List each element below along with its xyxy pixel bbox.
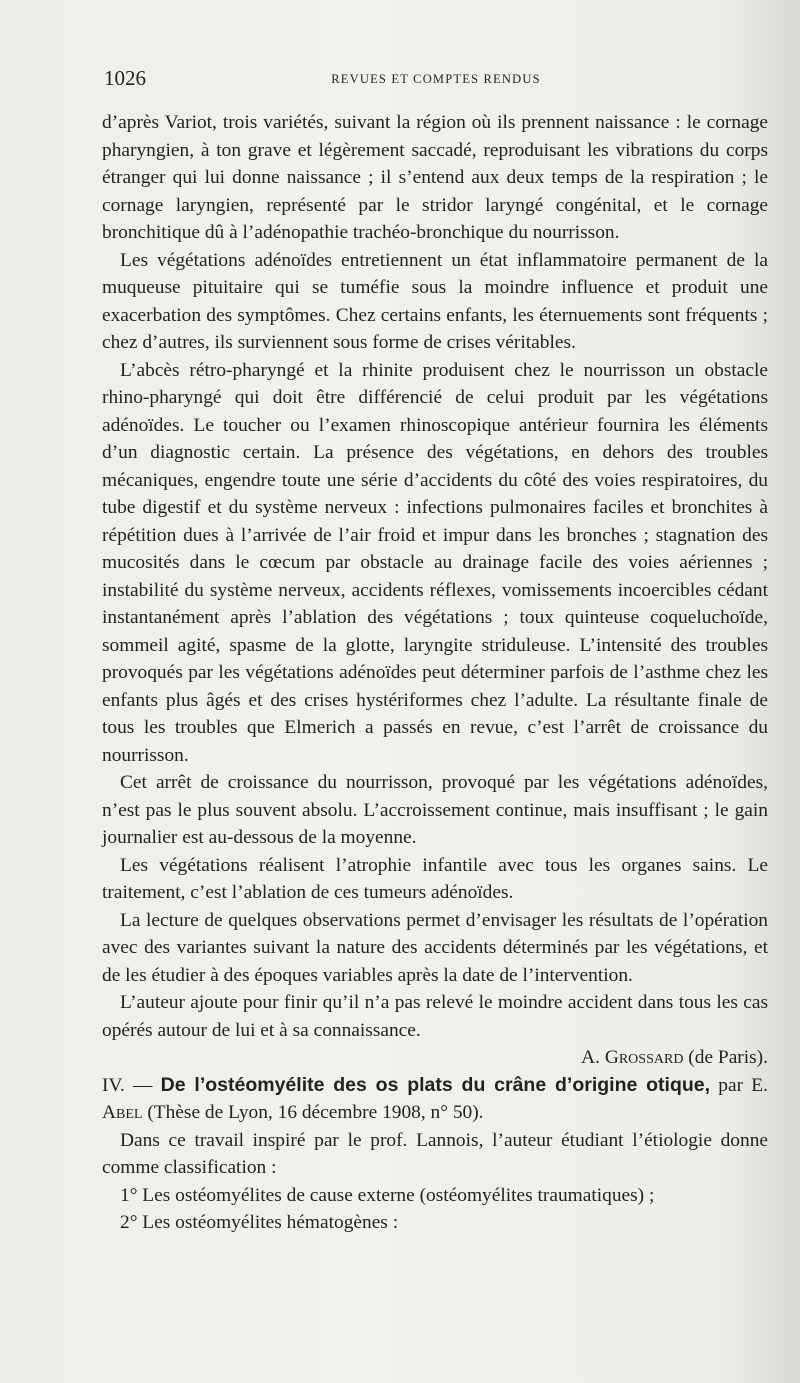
signature <box>102 1044 768 1072</box>
signature-place: (de Paris). <box>688 1047 768 1068</box>
paragraph: Cet arrêt de croissance du nourrisson, provoqué par les végétations adénoïdes, n’est pas le plus souvent absolu. L’accroissement continue, mais insuffisant ; le gain journalier est au-dessous de la moyenne. <box>102 772 768 848</box>
page-header <box>104 66 768 96</box>
paragraph: d’après Variot, trois variétés, suivant la région où ils prennent naissance : le cornage pharyngien, à ton grave et légèrement saccadé, reproduisant les vibrations du corps étranger qui lui donne naissance ; il s’entend aux deux temps de la respiration ; le cornage laryngien, représenté par le stridor laryngé congénital, et le cornage bronchitique dû à l’adénopathie trachéo-bronchique du nourrisson. <box>102 112 768 243</box>
section-heading <box>102 1072 768 1127</box>
paragraph: Dans ce travail inspiré par le prof. Lannois, l’auteur étudiant l’étiologie donne comme classification : <box>102 1129 768 1178</box>
section-reference: (Thèse de Lyon, 16 décembre 1908, n° 50). <box>147 1102 484 1123</box>
paragraph: L’auteur ajoute pour finir qu’il n’a pas relevé le moindre accident dans tous les cas opérés autour de lui et à sa connaissance. <box>102 992 768 1041</box>
paragraph: Les végétations adénoïdes entretiennent un état inflammatoire permanent de la muqueuse pituitaire qui se tuméfie sous la moindre influence et produit une exacerbation des symptômes. Chez certains enfants, les éternuements sont fréquents ; chez d’autres, ils surviennent sous forme de crises véritables. <box>102 249 768 353</box>
paragraph: L’abcès rétro-pharyngé et la rhinite produisent chez le nourrisson un obstacle rhino-pharyngé qui doit être différencié de celui produit par les végétations adénoïdes. Le toucher ou l’examen rhinoscopique antérieur fournira les éléments d’un diagnostic certain. La présence des végétations, en dehors des troubles mécaniques, engendre toute une série d’accidents du côté des voies respiratoires, du tube digestif et du système nerveux : infections pulmonaires faciles et bronchites à répétition dues à l’arrivée de l’air froid et impur dans les bronches ; stagnation des mucosités dans le cœcum par obstacle au drainage facile des voies aériennes ; instabilité du système nerveux, accidents réflexes, vomissements incoercibles cédant instantanément après l’ablation des végétations ; toux quinteuse coqueluchoïde, sommeil agité, spasme de la glotte, laryngite striduleuse. L’intensité des troubles provoqués par les végétations adénoïdes peut déterminer parfois de l’asthme chez les enfants plus âgés et des crises hystériformes chez l’adulte. La résultante finale de tous les troubles que Elmerich a passés en revue, c’est l’arrêt de croissance du nourrisson. <box>102 359 768 766</box>
section-title: De l’ostéomyélite des os plats du crâne d’origine otique, <box>160 1073 711 1096</box>
section-number: IV. — <box>102 1074 153 1096</box>
page-number: 1026 <box>104 66 146 90</box>
body-text <box>102 109 768 1237</box>
list-item: 2° Les ostéomyélites hématogènes : <box>120 1212 399 1233</box>
paragraph: La lecture de quelques observations permet d’envisager les résultats de l’opération avec des variantes suivant la nature des accidents déterminés par les végétations, et de les étudier à des époques variables après la date de l’intervention. <box>102 909 768 986</box>
section-by: par E. <box>718 1074 768 1096</box>
signature-initial: A. <box>581 1047 600 1068</box>
signature-name: Grossard <box>604 1047 684 1068</box>
paragraph: Les végétations réalisent l’atrophie infantile avec tous les organes sains. Le traitement, c’est l’ablation de ces tumeurs adénoïdes. <box>102 854 768 903</box>
section-author: Abel <box>102 1102 143 1123</box>
running-head: REVUES ET COMPTES RENDUS <box>331 72 541 86</box>
list-item: 1° Les ostéomyélites de cause externe (ostéomyélites traumatiques) ; <box>120 1184 655 1206</box>
